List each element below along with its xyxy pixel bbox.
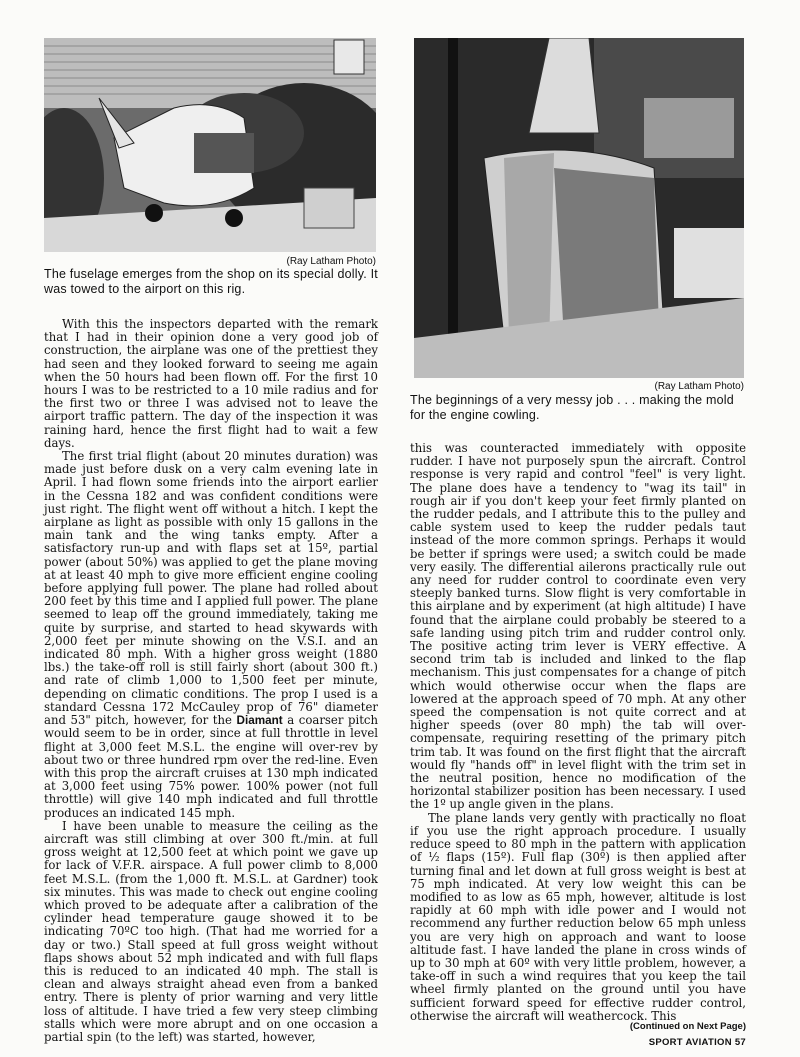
photo-credit: (Ray Latham Photo): [654, 381, 744, 392]
continued-note: (Continued on Next Page): [629, 1021, 746, 1032]
cowling-mold-photo: [414, 38, 744, 378]
paragraph-text: a coarser pitch would seem to be in order, since at full throttle in level flight at 3,000 feet M.S.L. the engine will over-rev by about two or three hundred rpm over the red-line. Even with this prop the aircraft cruises at 130 mph indicated at 3,000 feet using 75% power. 100% power (not full throttle) will give 140 mph indicated and full throttle produces an indicated 145 mph.: [44, 713, 379, 820]
paragraph: I have been unable to measure the ceiling as the aircraft was still climbing at over 300 ft./min. at full gross weight at 12,500 feet at which point we gave up for lack of V.F.R. airspace. A full power climb to 8,000 feet M.S.L. (from the 1,000 ft. M.S.L. at Gardner) took six minutes. This was made to check out engine cooling which proved to be adequate after a calibration of the cylinder head temperature gauge showed it to be indicating 70ºC too high. (That had me worried for a day or two.) Stall speed at full gross weight without flaps shows about 52 mph indicated and with full flaps this is reduced to an indicated 40 mph. The stall is clean and always straight ahead even from a banked entry. There is plenty of prior warning and very little loss of altitude. I have tried a few very steep climbing stalls which were more abrupt and on one occasion a partial spin (to the left) was started, however,: [44, 818, 378, 1044]
aircraft-name: Diamant: [236, 714, 283, 728]
paragraph: [44, 450, 378, 820]
paragraph: this was counteracted immediately with opposite rudder. I have not purposely spun the aircraft. Control response is very rapid and control "feel" is very light. The plane does have a tendency to "wag its tail" in rough air if you don't keep your feet firmly planted on the rudder pedals, and I attribute this to the pulley and cable system used to keep the rudder pedals taut instead of the more common springs. Perhaps it would be better if springs were used; a switch could be made very easily. The differential ailerons practically rule out any need for rudder control to coordinate even very steeply banked turns. Slow flight is very comfortable in this airplane and by experiment (at high altitude) I have found that the airplane could probably be steered to a safe landing using pitch trim and rudder control only. The positive acting trim lever is VERY effective. A second trim tab is included and linked to the flap mechanism. This just compensates for a change of pitch which would otherwise occur when the flaps are lowered at the approach speed of 70 mph. At any other speed the compensation is not quite correct and at higher speeds (over 80 mph) the tab will over-compensate, requiring resetting of the primary pitch trim tab. It was found on the first flight that the aircraft would fly "hands off" in level flight with the trim set in the neutral position, hence no modification of the horizontal stabilizer position has been necessary. I used the 1º up angle given in the plans.: [410, 441, 746, 812]
page-footer: SPORT AVIATION 57: [648, 1037, 746, 1048]
photo-credit: (Ray Latham Photo): [286, 256, 376, 267]
fuselage-photo: [44, 38, 376, 252]
photo-caption: The fuselage emerges from the shop on its special dolly. It was towed to the airport on this rig.: [44, 267, 378, 296]
article-left-column: [44, 318, 378, 1044]
paragraph: With this the inspectors departed with the remark that I had in their opinion done a very good job of construction, the airplane was one of the prettiest they had seen and they looked forward to seeing me again when the 50 hours had been flown off. For the first 10 hours I was to be restricted to a 10 mile radius and for the first two or three I was advised not to leave the airport traffic pattern. The day of the inspection it was raining hard, hence the first flight had to wait a few days.: [44, 317, 378, 450]
article-right-column: [410, 442, 746, 1023]
paragraph-text: The first trial flight (about 20 minutes duration) was made just before dusk on a very calm evening late in April. I had flown some friends into the airport earlier in the Cessna 182 and was confident conditions were just right. The flight went off without a hitch. I kept the airplane as light as possible with only 15 gallons in the main tank and the wing tanks empty. After a satisfactory run-up and with flaps set at 15º, partial power (about 50%) was applied to get the plane moving at at least 40 mph to give more efficient engine cooling before applying full power. The plane had rolled about 200 feet by this time and I applied full power. The plane seemed to leap off the ground immediately, taking me quite by surprise, and started to head skywards with 2,000 feet per minute showing on the V.S.I. and an indicated 80 mph. With a higher gross weight (1880 lbs.) the take-off roll is still fairly short (about 300 ft.) and rate of climb 1,000 to 1,500 feet per minute, depending on climatic conditions. The prop I used is a standard Cessna 172 McCauley prop of 76" diameter and 53" pitch, however, for the: [44, 449, 378, 728]
paragraph: The plane lands very gently with practically no float if you use the right approach procedure. I usually reduce speed to 80 mph in the pattern with application of ½ flaps (15º). Full flap (30º) is then applied after turning final and let down at full gross weight is best at 75 mph indicated. At very low weight this can be modified to as low as 65 mph, however, altitude is lost rapidly at 60 mph with idle power and I would not recommend any further reduction below 65 mph unless you are very high on approach and want to loose altitude fast. I have landed the plane in cross winds of up to 30 mph at 60º with very little problem, however, a take-off in such a wind requires that you keep the tail wheel firmly planted on the ground until you have sufficient forward speed for effective rudder control, otherwise the aircraft will weathercock. This: [410, 810, 746, 1023]
photo-caption: The beginnings of a very messy job . . . making the mold for the engine cowling.: [410, 393, 734, 422]
